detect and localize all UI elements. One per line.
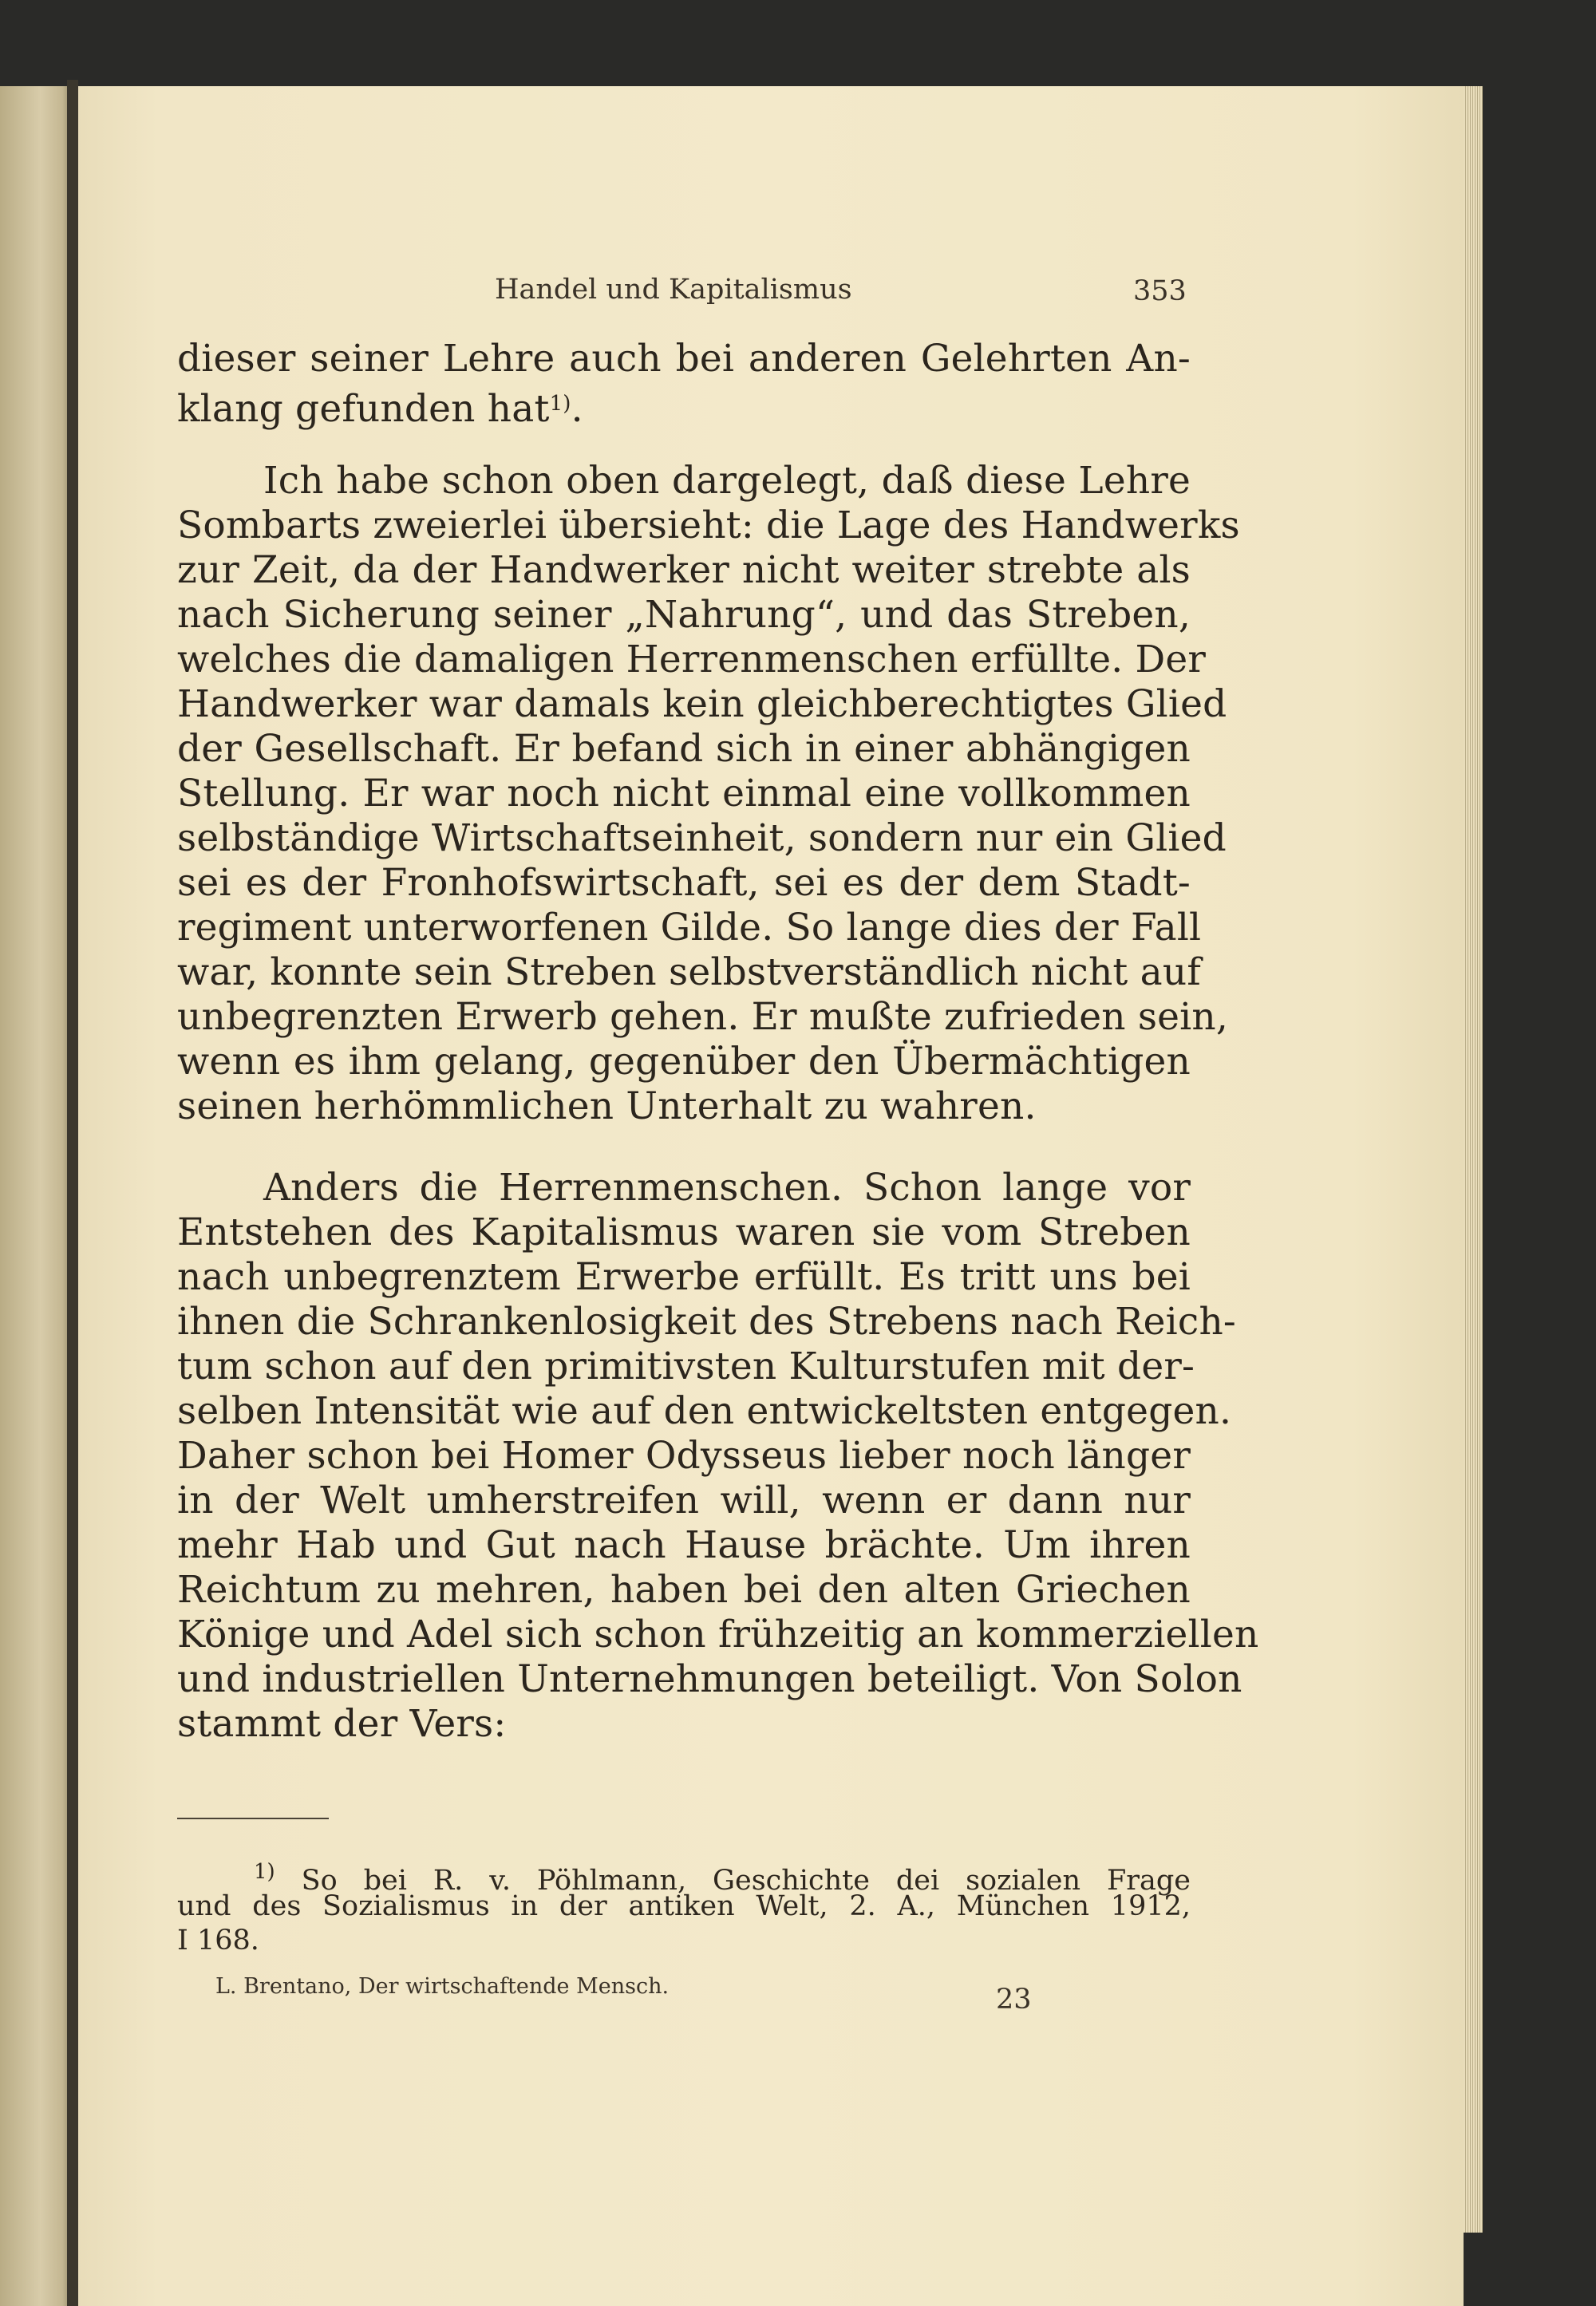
text-line: ihnen die Schrankenlosigkeit des Strebens nach Reich- — [177, 1300, 1236, 1344]
text-line: dieser seiner Lehre auch bei anderen Gelehrten An- — [177, 337, 1191, 381]
text-line: nach Sicherung seiner „Nahrung“, und das Streben, — [177, 593, 1191, 637]
text-line: Anders die Herrenmenschen. Schon lange vor — [263, 1166, 1191, 1210]
running-title: Handel und Kapitalismus — [495, 274, 852, 306]
text-line: Entstehen des Kapitalismus waren sie vom Streben — [177, 1210, 1191, 1254]
footnote-marker: 1) — [254, 1860, 275, 1884]
text-line: in der Welt umherstreifen will, wenn er dann nur — [177, 1479, 1191, 1522]
text-line: und industriellen Unternehmungen beteiligt. Von Solon — [177, 1657, 1242, 1701]
footnote-text: So bei R. v. Pöhlmann, Geschichte dei sozialen Frage — [301, 1865, 1191, 1897]
text-line — [177, 381, 1191, 432]
sheet-number: 23 — [996, 1984, 1032, 2016]
signature-mark: L. Brentano, Der wirtschaftende Mensch. — [215, 1974, 670, 1999]
text-line: Ich habe schon oben dargelegt, daß diese Lehre — [263, 459, 1191, 503]
footnote-rule — [177, 1818, 329, 1819]
text-line: sei es der Fronhofswirtschaft, sei es der dem Stadt- — [177, 861, 1191, 905]
text-line: zur Zeit, da der Handwerker nicht weiter strebte als — [177, 548, 1191, 592]
text-line: der Gesellschaft. Er befand sich in einer abhängigen — [177, 727, 1191, 771]
text-line: unbegrenzten Erwerb gehen. Er mußte zufrieden sein, — [177, 995, 1229, 1039]
text-line: wenn es ihm gelang, gegenüber den Übermächtigen — [177, 1040, 1191, 1084]
page-number: 353 — [1133, 275, 1187, 307]
text-line: welches die damaligen Herrenmenschen erfüllte. Der — [177, 638, 1207, 681]
text-line: Stellung. Er war noch nicht einmal eine vollkommen — [177, 772, 1191, 815]
text-line: mehr Hab und Gut nach Hause brächte. Um ihren — [177, 1523, 1191, 1567]
text-line: tum schon auf den primitivsten Kulturstufen mit der- — [177, 1345, 1195, 1388]
text-line: selben Intensität wie auf den entwickeltsten entgegen. — [177, 1389, 1232, 1433]
footnote-reference: 1) — [549, 392, 571, 416]
text-line: nach unbegrenztem Erwerbe erfüllt. Es tritt uns bei — [177, 1255, 1191, 1299]
text-line: Reichtum zu mehren, haben bei den alten Griechen — [177, 1568, 1191, 1612]
text-line: selbständige Wirtschaftseinheit, sondern nur ein Glied — [177, 816, 1227, 860]
footnote-line: und des Sozialismus in der antiken Welt, 2. A., München 1912, — [177, 1890, 1191, 1922]
footnote-line: I 168. — [177, 1925, 259, 1957]
text-line: Handwerker war damals kein gleichberechtigtes Glied — [177, 682, 1227, 726]
text-line: Könige und Adel sich schon frühzeitig an kommerziellen — [177, 1613, 1259, 1656]
text-line: stammt der Vers: — [177, 1702, 507, 1746]
text-line: Sombarts zweierlei übersieht: die Lage des Handwerks — [177, 503, 1240, 547]
text-line: regiment unterworfenen Gilde. So lange dies der Fall — [177, 906, 1202, 950]
text-line: seinen herhömmlichen Unterhalt zu wahren. — [177, 1084, 1037, 1128]
text-fragment: klang gefunden hat — [177, 387, 550, 431]
text-line: war, konnte sein Streben selbstverständlich nicht auf — [177, 950, 1201, 994]
text-line: Daher schon bei Homer Odysseus lieber noch länger — [177, 1434, 1191, 1478]
text-fragment: . — [571, 387, 583, 431]
